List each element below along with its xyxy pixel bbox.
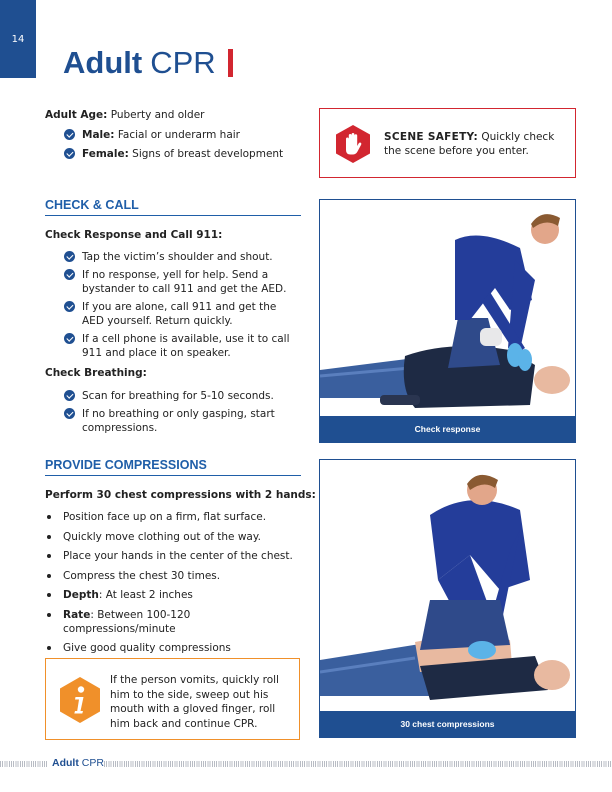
check-circle-icon xyxy=(64,251,75,262)
list-item xyxy=(45,549,300,563)
item-text: If no response, yell for help. Send a bystander to call 911 and get the AED. xyxy=(82,269,287,295)
item-text: Compress the chest 30 times. xyxy=(63,569,221,582)
list-item xyxy=(64,147,294,161)
item-label: Female: xyxy=(82,148,129,160)
compressions-heading: PROVIDE COMPRESSIONS xyxy=(45,458,301,476)
bullet xyxy=(47,613,51,617)
item-text: Scan for breathing for 5-10 seconds. xyxy=(82,390,274,402)
list-item xyxy=(45,641,300,655)
scene-safety-body: Quickly check the scene before you enter. xyxy=(384,131,555,157)
list-item xyxy=(45,588,300,602)
check-breathing-title: Check Breathing: xyxy=(45,367,147,379)
title-bold: Adult xyxy=(63,45,143,80)
item-text: Position face up on a firm, flat surface. xyxy=(63,511,267,523)
photo-caption: 30 chest compressions xyxy=(320,711,575,737)
footer-light: CPR xyxy=(81,757,104,769)
item-label: Rate xyxy=(63,608,91,621)
list-item xyxy=(64,128,294,142)
item-label: Male: xyxy=(82,129,115,141)
bullet xyxy=(47,646,51,650)
page-footer xyxy=(0,757,612,771)
list-item xyxy=(64,332,296,360)
compressions-list xyxy=(45,510,300,661)
breathing-list xyxy=(64,389,296,439)
info-note-text: If the person vomits, quickly roll him to the side, sweep out his mouth with a gloved finger, roll him back and continue CPR. xyxy=(110,674,279,730)
item-label: Depth xyxy=(63,589,99,601)
check-circle-icon xyxy=(64,269,75,280)
photo-check-response xyxy=(319,199,576,443)
list-item xyxy=(64,250,296,264)
check-circle-icon xyxy=(64,148,75,159)
check-response-illustration xyxy=(320,200,575,416)
page-title xyxy=(63,43,233,83)
footer-bold: Adult xyxy=(52,757,79,769)
scene-safety-text xyxy=(384,130,564,158)
item-text: Give good quality compressions xyxy=(63,642,231,654)
chest-compressions-illustration xyxy=(320,460,575,711)
list-item xyxy=(64,389,296,403)
item-text: If no breathing or only gasping, start compressions. xyxy=(82,408,275,434)
check-circle-icon xyxy=(64,408,75,419)
list-item xyxy=(45,569,300,583)
item-text: Quickly move clothing out of the way. xyxy=(63,530,261,543)
item-text: If a cell phone is available, use it to call 911 and place it on speaker. xyxy=(82,333,290,359)
list-item xyxy=(45,510,300,524)
age-signs-list xyxy=(64,128,294,165)
list-item xyxy=(64,407,296,435)
check-circle-icon xyxy=(64,129,75,140)
list-item xyxy=(45,530,300,544)
bullet xyxy=(47,535,51,539)
footer-rule-right xyxy=(104,761,612,767)
check-circle-icon xyxy=(64,333,75,344)
item-text: Tap the victim’s shoulder and shout. xyxy=(82,251,273,263)
stop-hand-icon xyxy=(333,124,373,164)
item-text: Place your hands in the center of the chest. xyxy=(63,550,293,562)
item-text: If you are alone, call 911 and get the AED yourself. Return quickly. xyxy=(82,301,277,327)
page-number: 14 xyxy=(11,33,25,45)
adult-age-label: Adult Age: xyxy=(45,109,108,121)
check-call-heading: CHECK & CALL xyxy=(45,198,301,216)
photo-chest-compressions xyxy=(319,459,576,738)
bullet xyxy=(47,593,51,597)
info-icon xyxy=(58,676,102,724)
bullet xyxy=(47,554,51,558)
bullet xyxy=(47,574,51,578)
info-note-box xyxy=(45,658,300,740)
check-response-title: Check Response and Call 911: xyxy=(45,229,223,241)
check-circle-icon xyxy=(64,301,75,312)
title-accent-bar xyxy=(228,49,233,77)
item-text: : At least 2 inches xyxy=(98,589,193,601)
response-list xyxy=(64,250,296,364)
item-text: Facial or underarm hair xyxy=(117,129,240,141)
compressions-title: Perform 30 chest compressions with 2 hands: xyxy=(45,489,316,501)
page-number-tab xyxy=(0,0,36,78)
list-item xyxy=(64,268,296,296)
scene-safety-label: SCENE SAFETY: xyxy=(384,131,479,143)
adult-age-line xyxy=(45,108,205,122)
footer-label xyxy=(52,757,104,769)
title-light: CPR xyxy=(150,45,216,80)
check-circle-icon xyxy=(64,390,75,401)
scene-safety-box xyxy=(319,108,576,178)
photo-caption: Check response xyxy=(320,416,575,442)
list-item xyxy=(45,608,300,636)
list-item xyxy=(64,300,296,328)
footer-rule-left xyxy=(0,761,48,767)
adult-age-value: Puberty and older xyxy=(110,109,205,121)
bullet xyxy=(47,515,51,519)
item-text: Signs of breast development xyxy=(132,148,284,160)
item-text: : Between 100-120 compressions/minute xyxy=(63,608,191,635)
